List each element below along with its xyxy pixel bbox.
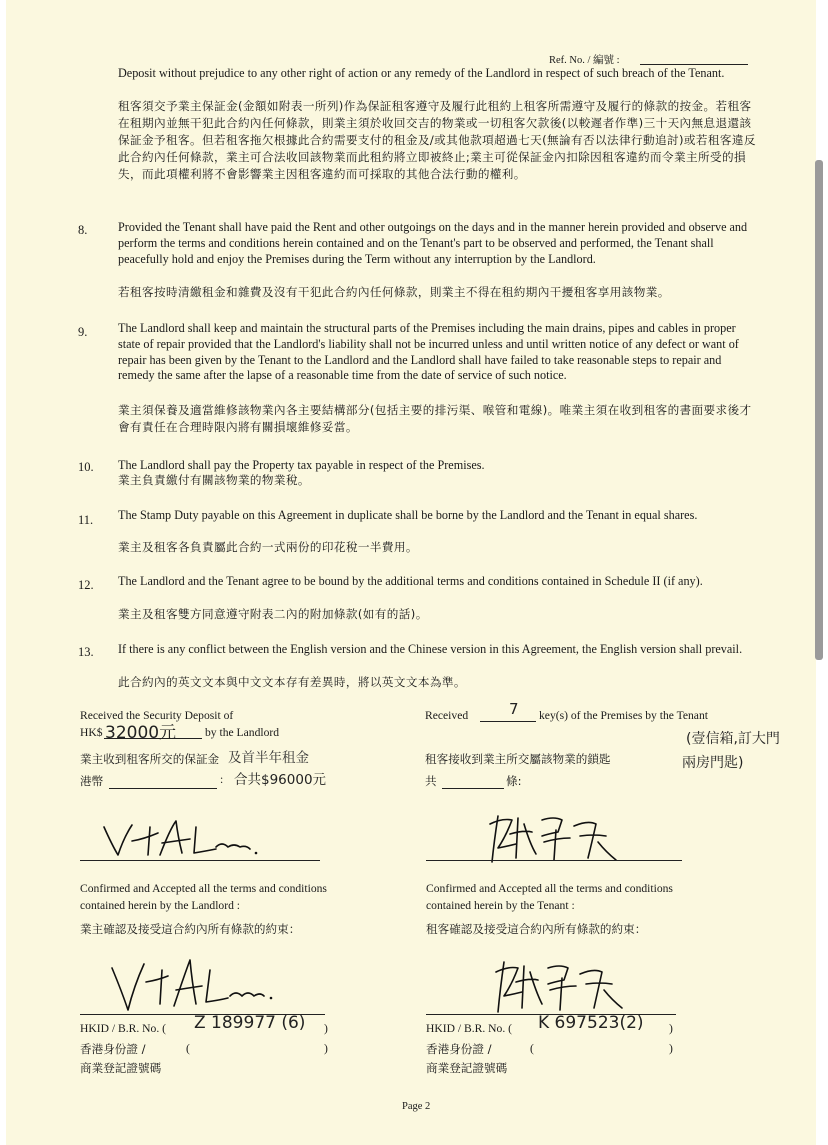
landlord-hkid-label: HKID / B.R. No. (: [80, 1022, 166, 1035]
keys-count-handwritten: 7: [509, 700, 519, 718]
keys-text: key(s) of the Premises by the Tenant: [539, 709, 708, 722]
scroll-edge: [815, 160, 823, 660]
tenant-id-zh-2: 商業登記證號碼: [426, 1061, 508, 1075]
document-page: [6, 0, 816, 1145]
clause-11-number: 11.: [78, 513, 94, 527]
clause-10-zh: 業主負責繳付有關該物業的物業稅。: [118, 473, 310, 487]
ref-no-label: Ref. No. / 編號 :: [549, 55, 620, 66]
tenant-hkid-label: HKID / B.R. No. (: [426, 1022, 512, 1035]
page-number: Page 2: [402, 1101, 431, 1112]
keys-total-label: 共: [425, 774, 437, 788]
clause-10-number: 10.: [78, 460, 94, 474]
deposit-total-handwritten: 合共$96000元: [234, 772, 327, 788]
tenant-confirm-en-1: Confirmed and Accepted all the terms and conditions: [426, 882, 673, 895]
tenant-id-zh-1: 香港身份證 /: [426, 1042, 492, 1056]
clause-8-zh: 若租客按時清繳租金和雜費及沒有干犯此合約內任何條款，則業主不得在租約期內干擾租客享用該物業。: [118, 285, 670, 299]
landlord-id-zh-1: 香港身份證 /: [80, 1042, 146, 1056]
deposit-amount-handwritten: 32000元: [105, 723, 177, 743]
deposit-hkd-line: [109, 788, 217, 789]
tenant-signature-2: [490, 948, 640, 1020]
landlord-signature-2: [108, 956, 278, 1018]
clause-12-en: The Landlord and the Tenant agree to be bound by the additional terms and conditions contained in Schedule II (if any).: [118, 574, 703, 588]
clause-9-number: 9.: [78, 325, 88, 339]
clause-12-number: 12.: [78, 578, 94, 592]
clause-9-en: The Landlord shall keep and maintain the structural parts of the Premises including the main drains, pipes and cables in proper state of repair provided that the Landlord's liability shall not be incurred unless and until written notice of any defect or want of repair has been given by the Tenant to the Landlord and the Landlord shall have failed to take reasonable steps to repair and remedy the same after the lapse of a reasonable time from the date of service of such notice.: [118, 321, 739, 383]
clause-8-number: 8.: [78, 223, 88, 237]
clause-8-en: Provided the Tenant shall have paid the Rent and other outgoings on the days and in the manner herein provided and observe and perform the terms and conditions herein contained and on the Tenant's part to be observed and performed, the Tenant shall peacefully hold and enjoy the Premises during the Term without any interruption by the Landlord.: [118, 220, 748, 266]
deposit-amount-line: [104, 738, 202, 739]
keys-note-handwritten-1: (壹信箱,訂大門: [686, 731, 780, 747]
tenant-confirm-en-2: contained herein by the Tenant :: [426, 899, 575, 912]
deposit-by-landlord: by the Landlord: [205, 726, 280, 739]
landlord-hkid-value: Z 189977 (6): [194, 1013, 306, 1033]
tenant-confirm-zh: 租客確認及接受這合約內所有條款的約束：: [426, 922, 647, 936]
clause-13-number: 13.: [78, 645, 94, 659]
landlord-hkid-close: ): [324, 1022, 328, 1035]
clause-12-zh: 業主及租客雙方同意遵守附表二內的附加條款(如有的話)。: [118, 607, 428, 621]
landlord-confirm-zh: 業主確認及接受這合約內所有條款的約束：: [80, 922, 301, 936]
clause-13-en: If there is any conflict between the English version and the Chinese version in this Agreement, the English version shall prevail.: [118, 642, 743, 656]
deposit-colon: :: [220, 773, 224, 786]
deposit-zh-label: 業主收到租客所交的保証金: [80, 752, 220, 766]
clause-13-zh: 此合約內的英文文本與中文文本存有差異時，將以英文文本為準。: [118, 675, 466, 689]
landlord-signature-line-1: [80, 860, 320, 861]
landlord-id-zh-2: 商業登記證號碼: [80, 1061, 162, 1075]
keys-zh-label: 租客接收到業主所交屬該物業的鎖匙: [425, 752, 611, 766]
deposit-label: Received the Security Deposit of: [80, 709, 234, 722]
tenant-hkid-close: ): [669, 1022, 673, 1035]
keys-note-handwritten-2: 兩房門匙): [682, 755, 744, 771]
tenant-signature-line-1: [426, 860, 682, 861]
landlord-confirm-en-1: Confirmed and Accepted all the terms and conditions: [80, 882, 327, 895]
clause-11-zh: 業主及租客各負責屬此合約一式兩份的印花稅一半費用。: [118, 540, 418, 554]
deposit-hk-label: HK$: [80, 726, 103, 739]
keys-received-label: Received: [425, 709, 469, 722]
intro-zh: 租客須交予業主保証金(金額如附表一所列)作為保証租客遵守及履行此租約上租客所需遵守及履行的條款的按金。若租客在租期內並無干犯此合約內任何條款，則業主須於收回交吉的物業或一切租客欠款後(以較遲者作準)三十天內無息退還該保証金予租客。但若租客拖欠根據此合約需要支付的租金及/或其他款項超過七天(無論有否以法律行動追討)或若租客違反此合約內任何條款，業主可合法收回該物業而此租約將立即被終止;業主可從保証金內扣除因租客違約而令業主所受的損失，而此項權利將不會影響業主因租客違約而可採取的其他合法行動的權利。: [118, 99, 756, 181]
tenant-hkid-value: K 697523(2): [538, 1013, 644, 1033]
tenant-id-close-2: ): [669, 1042, 673, 1055]
deposit-zh-handwritten: 及首半年租金: [228, 750, 309, 766]
landlord-id-open-2: (: [186, 1042, 190, 1055]
keys-unit-label: 條:: [506, 774, 522, 788]
clause-10-en: The Landlord shall pay the Property tax payable in respect of the Premises.: [118, 458, 485, 472]
keys-count-line: [480, 721, 536, 722]
clause-9-zh: 業主須保養及適當維修該物業內各主要結構部分(包括主要的排污渠、喉管和電線)。唯業主須在收到租客的書面要求後才會有責任在合理時限內將有關損壞維修妥當。: [118, 403, 752, 434]
ref-no-line: [640, 64, 748, 65]
keys-total-line: [442, 788, 504, 789]
clause-11-en: The Stamp Duty payable on this Agreement in duplicate shall be borne by the Landlord and the Tenant in equal shares.: [118, 508, 698, 522]
landlord-id-close-2: ): [324, 1042, 328, 1055]
tenant-id-open-2: (: [530, 1042, 534, 1055]
landlord-confirm-en-2: contained herein by the Landlord :: [80, 899, 241, 912]
deposit-hkd-label: 港幣: [80, 774, 104, 788]
intro-en: Deposit without prejudice to any other right of action or any remedy of the Landlord in respect of such breach of the Tenant.: [118, 66, 725, 80]
